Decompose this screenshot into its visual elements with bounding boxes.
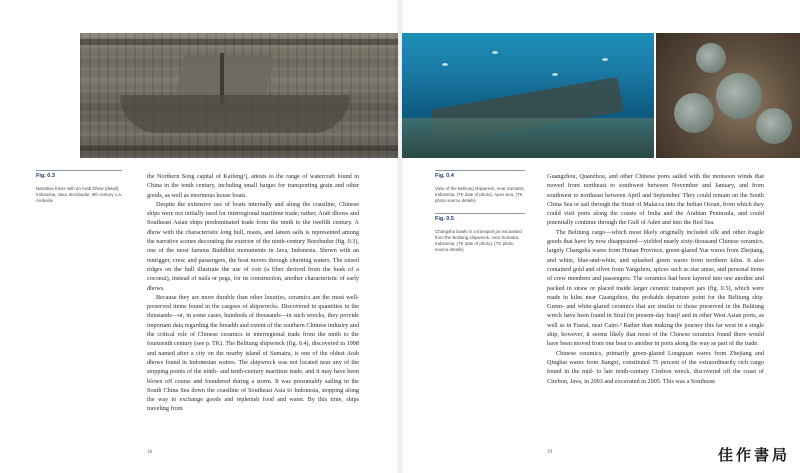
paragraph: Chinese ceramics, primarily green-glazed Longquan wares from Zhejiang and Qingbai wares from Jiangxi, constituted 75 percent of the extraordinarily rich cargo found in the mid- to late tenth-century Cirebon wreck, discovered off the coast of Cirebon, Java, in 2003 and excavated in 2005. This was a Southeast: [547, 349, 764, 385]
changsha-bowls-image: [656, 33, 800, 158]
figure-label: Fig. 0.5: [435, 216, 454, 222]
fish: [442, 63, 448, 66]
paragraph: the Northern Song capital of Kaifeng¹), attests to the range of watercraft found in China in the tenth century, including small barges for transporting grain and other goods, as well as enormous house boats.: [147, 173, 359, 199]
fish: [602, 58, 608, 61]
figure-label: Fig. 0.4: [435, 173, 454, 179]
relief-sail: [176, 55, 275, 95]
paragraph: The Belitung cargo—which most likely originally included silk and other fragile goods that have by now disappeared—yielded nearly sixty-thousand Chinese ceramics, largely Changsha wares from Hunan Province, green-glazed Yue wares from Zhejiang, and white, blue-and-white, and splashed green wares from northern kilns. It also contained gold and silver from Yangzhou, spices such as star anise, and personal items of crew members and passengers. The ceramics had been layered into one another and packed in straw or placed inside larger ceramic transport jars (fig. 0.5), which were made in kilns near Guangzhou, the probable departure point for the Belitung ship. Green- and white-glazed ceramics that are similar to those preserved in the Belitung wreck have been found in Siraf (in present-day Iran)² and in other West Asian ports, as well as in Fustat, near Cairo.³ Rather than making the journey this far west in a single ship, however, it seems likely that most of the Chinese ceramics found there would have been moved from one boat to another in ports along the way as part of the trade.: [547, 228, 764, 348]
paragraph: Despite the extensive use of boats internally and along the coastline, Chinese ships were not initially used for interregional maritime trade; rather, Arab dhows and Southeast Asian ships predominated trade from the ninth to the twelfth century. A dhow with the characteristic long hull, masts, and lateen sails is represented among the narrative scenes decorating the exterior of the ninth-century Borobudur (fig. 0.3), one of the most famous Buddhist monuments in Java, Indonesia. Shown with an outrigger, crew, and passengers, the boat moves through churning waters. The raised ridges on the hull illustrate the use of coir (a fiber derived from the husk of a coconut), instead of nails or pegs, for its construction, another characteristic of early dhows.: [147, 200, 359, 292]
caption-rule: [435, 170, 525, 171]
figure-caption: View of the Belitung shipwreck, near Sumatra, Indonesia, (TK date of photo), Apex Sea. (TK photo source details): [435, 186, 525, 203]
page-number: 19: [547, 450, 552, 455]
paragraph: Because they are more durable than other luxuries, ceramics are the most well-preserved items found in the cargoes of shipwrecks. Discovered in quantities in the thousands—or, in some cases, hundreds of thousands—in such wrecks, they provide important data regarding the breadth and extent of the southern Chinese industry and the critical role of Chinese ceramics in interregional trade from the ninth to the fourteenth century (see p. TK). The Belitung shipwreck (fig. 0.4), discovered in 1998 and named after a city on the nearby island of Sumatra, is one of the oldest Arab dhows found in Indonesian waters. The shipwreck was not located near any of the stopping points of the ninth- and tenth-century maritime trade, and it may have been blown off course and foundered during a storm. It was presumably sailing in the South China Sea down the coastline of Southeast Asia to Indonesia, stopping along the way to exchange goods and replenish food and water. By this time, ships traveling from: [147, 293, 359, 413]
right-page: [402, 0, 800, 473]
figure-caption: Changsha bowls in a transport jar excavated from the Belitung shipwreck, near Sumatra, Indonesia, (TK date of photo), (TK photo source details): [435, 229, 522, 252]
seabed: [402, 118, 654, 158]
right-body-text: [547, 172, 764, 386]
bowl: [756, 108, 792, 144]
paragraph: Guangzhou, Quanzhou, and other Chinese ports sailed with the monsoon winds that moved from northeast to southwest between November and January, and from southwest to northeast between April and September. They could remain on the South China Sea or sail through the Strait of Malacca into the Indian Ocean, from which they could visit ports along the coasts of India and the Arabian Peninsula, and could potentially continue through the Gulf of Aden and into the Red Sea.: [547, 173, 764, 227]
figure-label: Fig. 0.3: [36, 173, 55, 179]
fish: [552, 73, 558, 76]
figure-caption: Narrative frieze with an Arab Dhow (detail), Indonesia, Java, Borobudur, 9th century c.a., Andesite: [36, 186, 124, 203]
caption-rule: [36, 170, 122, 171]
borobudur-relief-image: [80, 33, 398, 158]
left-body-text: [147, 172, 359, 414]
bowl: [674, 93, 714, 133]
belitung-shipwreck-image: [402, 33, 654, 158]
left-page: [0, 0, 398, 473]
bowl: [696, 43, 726, 73]
caption-rule: [435, 213, 525, 214]
fish: [492, 51, 498, 54]
watermark-logo: 佳作書局: [717, 446, 790, 464]
relief-band: [80, 145, 398, 151]
relief-band: [80, 39, 398, 45]
page-number: 18: [147, 450, 152, 455]
relief-dhow-hull: [120, 95, 350, 133]
bowl: [716, 73, 762, 119]
